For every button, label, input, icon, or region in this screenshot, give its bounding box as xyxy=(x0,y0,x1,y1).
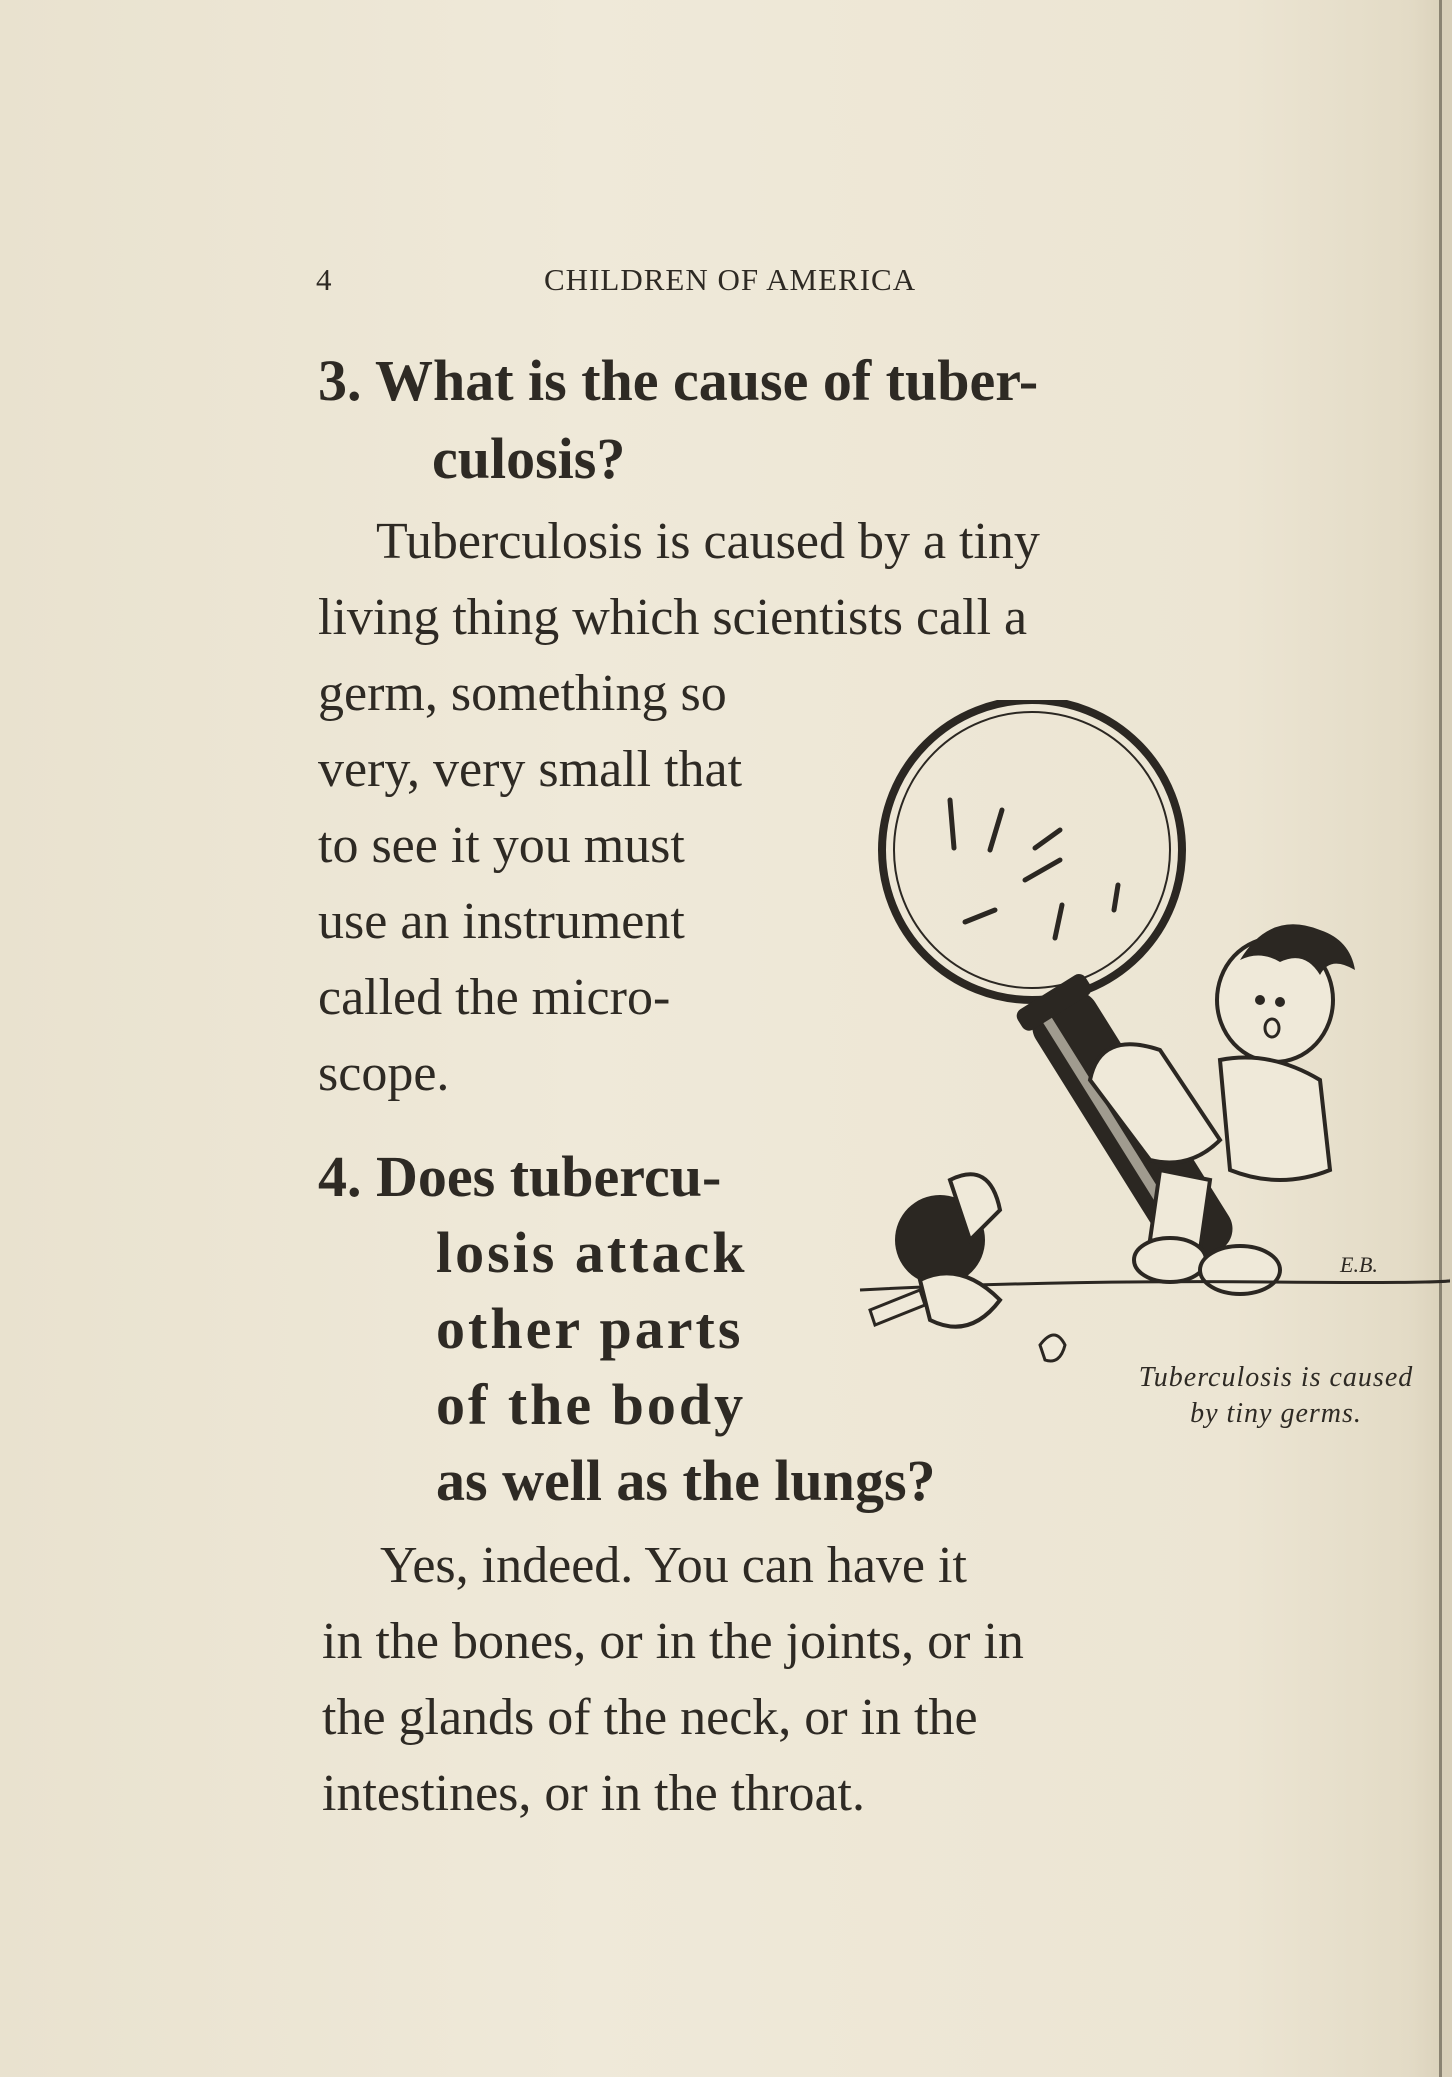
question-3-answer-line-2: living thing which scientists call a xyxy=(318,589,1028,646)
question-3-answer-line-5: to see it you must xyxy=(318,817,685,874)
question-4-heading-line-5: as well as the lungs? xyxy=(436,1448,936,1513)
page-number: 4 xyxy=(316,262,333,297)
book-title: CHILDREN OF AMERICA xyxy=(544,262,917,297)
question-3-heading-line-2: culosis? xyxy=(432,426,626,491)
illustration-caption-line-1: Tuberculosis is caused xyxy=(1138,1362,1414,1393)
question-4-answer-line-2: in the bones, or in the joints, or in xyxy=(322,1613,1024,1670)
question-3-answer-line-8: scope. xyxy=(318,1045,450,1102)
magnifying-glass-child-icon xyxy=(850,700,1450,1450)
question-4-heading-line-4: of the body xyxy=(436,1372,747,1437)
question-4-answer-line-3: the glands of the neck, or in the xyxy=(322,1689,978,1746)
question-3-answer-line-3: germ, something so xyxy=(318,665,727,722)
question-3-answer-line-4: very, very small that xyxy=(318,741,743,798)
question-4-answer-line-4: intestines, or in the throat. xyxy=(322,1765,866,1822)
question-3-answer-line-7: called the micro- xyxy=(318,969,671,1026)
illustration-caption-line-2: by tiny germs. xyxy=(1190,1398,1362,1429)
running-head xyxy=(316,262,996,302)
question-4-answer-line-1: Yes, indeed. You can have it xyxy=(380,1537,967,1594)
illustrator-signature: E.B. xyxy=(1340,1252,1378,1277)
question-4-heading-line-3: other parts xyxy=(436,1296,744,1361)
question-3-answer-line-1: Tuberculosis is caused by a tiny xyxy=(376,513,1040,570)
question-4-heading-line-1: 4. Does tubercu- xyxy=(318,1144,722,1209)
question-3-heading-line-1: 3. What is the cause of tuber- xyxy=(318,348,1039,413)
question-3-answer-line-6: use an instrument xyxy=(318,893,685,950)
question-4-heading-line-2: losis attack xyxy=(436,1220,748,1285)
